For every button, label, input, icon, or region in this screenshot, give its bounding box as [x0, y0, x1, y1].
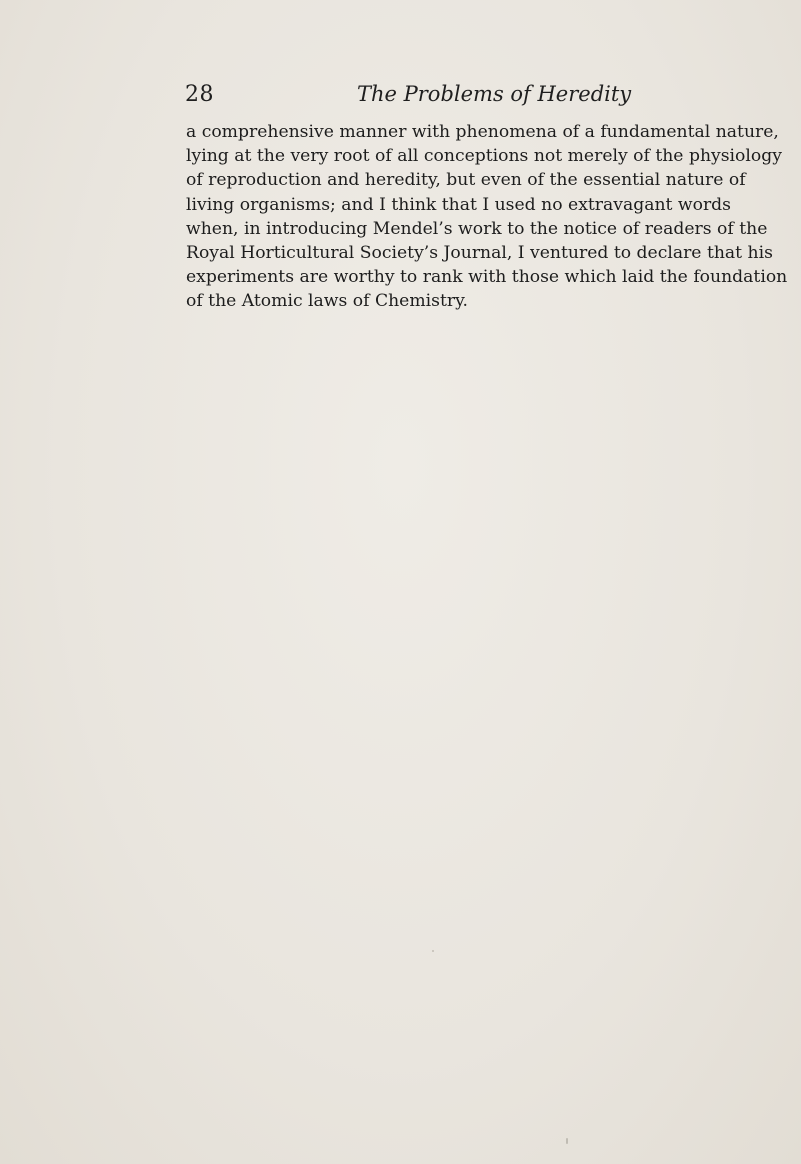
text-line: when, in introducing Mendel’s work to the notice of readers of the	[186, 218, 768, 239]
text-line: lying at the very root of all conceptions not merely of the physiology	[186, 146, 782, 167]
text-line: experiments are worthy to rank with those which laid the foundation	[186, 267, 788, 288]
text-line: Royal Horticultural Society’s Journal, I ventured to declare that his	[186, 243, 773, 264]
page-header	[185, 78, 632, 114]
text-line: of the Atomic laws of Chemistry.	[186, 291, 468, 312]
body-paragraph	[186, 120, 788, 314]
text-line: living organisms; and I think that I used no extravagant words	[186, 194, 731, 215]
text-line: of reproduction and heredity, but even of the essential nature of	[186, 170, 746, 191]
text-line: a comprehensive manner with phenomena of a fundamental nature,	[186, 122, 779, 142]
paper-speck	[432, 950, 434, 952]
page-number: 28	[185, 82, 214, 107]
paper-speck	[566, 1138, 568, 1144]
running-title: The Problems of Heredity	[357, 82, 632, 106]
